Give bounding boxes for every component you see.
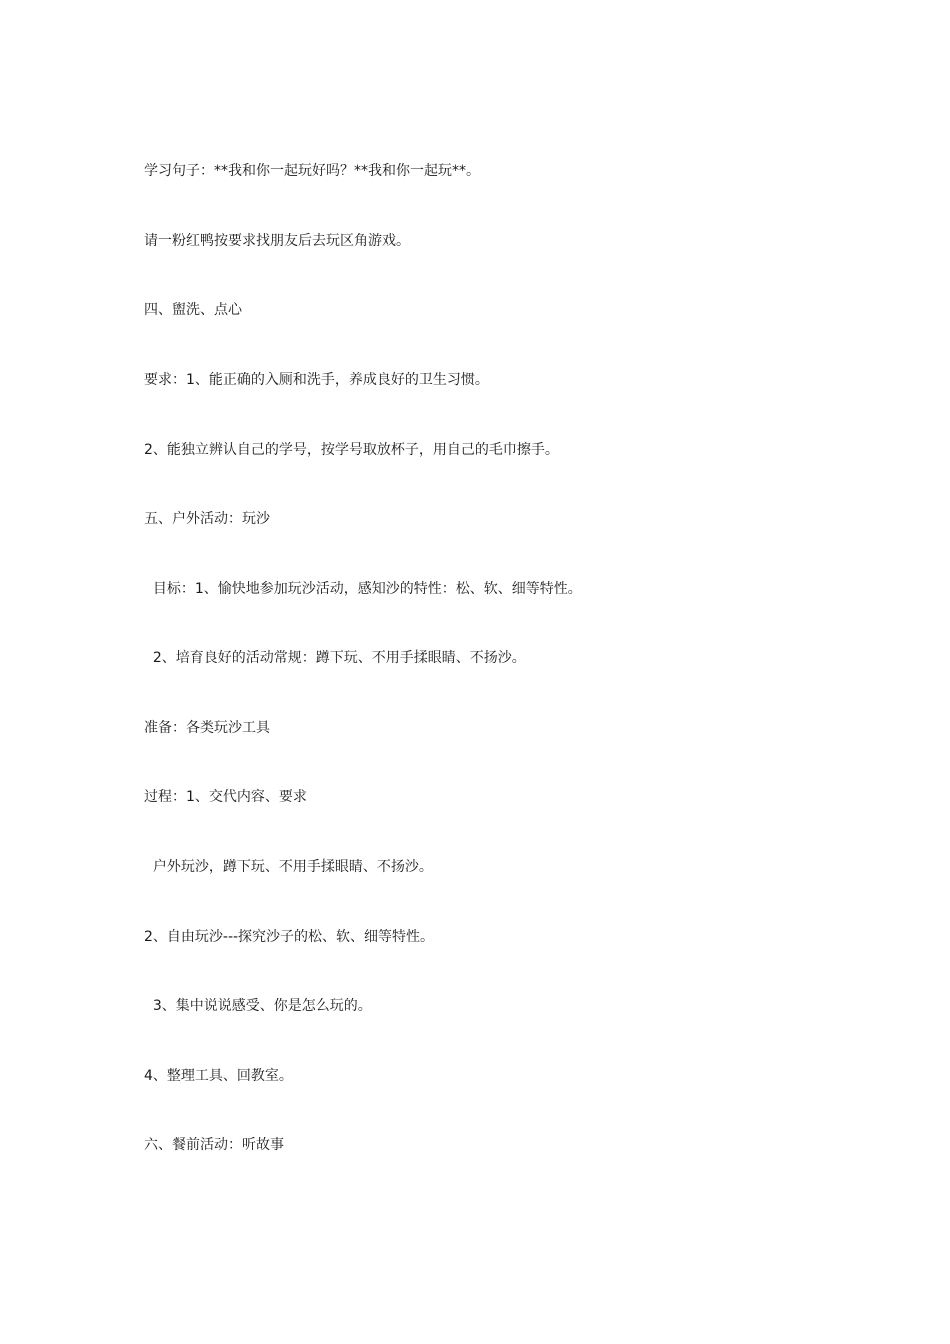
play-area-instruction-line: 请一粉红鸭按要求找朋友后去玩区角游戏。 <box>144 233 410 249</box>
requirement-line-2: 2、能独立辨认自己的学号，按学号取放杯子，用自己的毛巾擦手。 <box>144 442 559 458</box>
process-detail-line: 户外玩沙，蹲下玩、不用手揉眼睛、不扬沙。 <box>144 859 433 875</box>
requirement-line-1: 要求：1、能正确的入厕和洗手，养成良好的卫生习惯。 <box>144 372 489 388</box>
goal-line-1: 目标：1、愉快地参加玩沙活动，感知沙的特性：松、软、细等特性。 <box>144 581 582 597</box>
section-heading-washing-snack: 四、盥洗、点心 <box>144 302 242 318</box>
process-line-4: 4、整理工具、回教室。 <box>144 1068 293 1084</box>
process-line-3: 3、集中说说感受、你是怎么玩的。 <box>144 998 372 1014</box>
process-line-2: 2、自由玩沙---探究沙子的松、软、细等特性。 <box>144 929 435 945</box>
goal-line-2: 2、培育良好的活动常规：蹲下玩、不用手揉眼睛、不扬沙。 <box>144 650 526 666</box>
section-heading-pre-meal: 六、餐前活动：听故事 <box>144 1137 284 1153</box>
preparation-line: 准备：各类玩沙工具 <box>144 720 270 736</box>
section-heading-outdoor-sand: 五、户外活动：玩沙 <box>144 511 270 527</box>
process-line-1: 过程：1、交代内容、要求 <box>144 789 307 805</box>
sentence-practice-line: 学习句子：**我和你一起玩好吗？**我和你一起玩**。 <box>144 163 480 179</box>
